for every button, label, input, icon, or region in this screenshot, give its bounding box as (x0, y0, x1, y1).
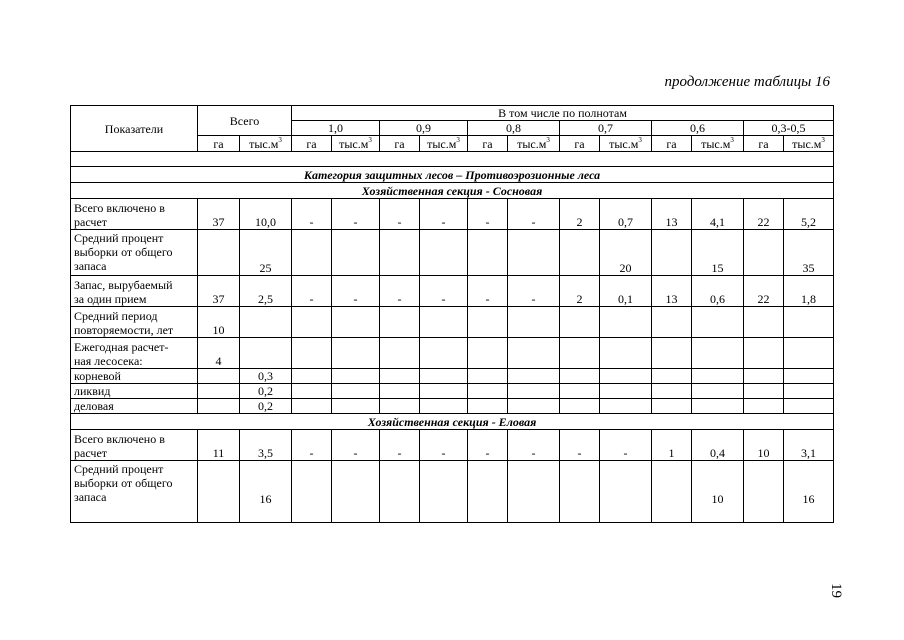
row-label (71, 369, 198, 384)
table-cell (508, 369, 560, 384)
table-cell (198, 399, 240, 414)
table-cell (600, 384, 652, 399)
header-indicators: Показатели (71, 106, 198, 152)
table-cell: - (468, 430, 508, 461)
table-cell (744, 384, 784, 399)
unit-volume-text: тыс.м (517, 137, 547, 151)
table-cell: - (380, 430, 420, 461)
row-label (71, 384, 198, 399)
table-cell (600, 369, 652, 384)
section-heading: Хозяйственная секция - Сосновая (71, 183, 834, 199)
row-label (71, 399, 198, 414)
table-cell (240, 338, 292, 369)
table-cell (332, 384, 380, 399)
table-cell (420, 307, 468, 338)
unit-volume-exponent: 3 (730, 136, 734, 144)
row-label-line: за один прием (74, 292, 147, 306)
table-cell: - (292, 430, 332, 461)
table-cell (600, 338, 652, 369)
table-cell (744, 338, 784, 369)
table-cell (468, 230, 508, 276)
table-cell (692, 399, 744, 414)
table-cell (380, 369, 420, 384)
table-cell (560, 384, 600, 399)
header-density-3: 0,7 (560, 121, 652, 136)
table-cell: - (380, 199, 420, 230)
row-label (71, 307, 198, 338)
table-cell (692, 369, 744, 384)
table-row (71, 461, 834, 523)
table-row (71, 276, 834, 307)
row-label-line: Средний процент (74, 462, 164, 476)
table-cell (292, 338, 332, 369)
table-cell (240, 307, 292, 338)
table-cell (560, 399, 600, 414)
unit-volume-exponent: 3 (278, 136, 282, 144)
row-label-line: запаса (74, 490, 107, 504)
table-cell (420, 461, 468, 523)
table-cell: - (420, 430, 468, 461)
table-cell: - (292, 276, 332, 307)
header-unit-volume (420, 136, 468, 152)
table-cell: - (600, 430, 652, 461)
row-label (71, 199, 198, 230)
table-continuation-caption: продолжение таблицы 16 (664, 74, 830, 90)
table-row (71, 199, 834, 230)
table-row (71, 338, 834, 369)
table-cell (560, 461, 600, 523)
table-cell (560, 230, 600, 276)
row-label-line: расчет (74, 446, 108, 460)
table-cell (332, 338, 380, 369)
table-cell: 22 (744, 199, 784, 230)
header-unit-ha: га (292, 136, 332, 152)
unit-volume-text: тыс.м (427, 137, 457, 151)
row-label-line: деловая (74, 399, 114, 413)
table-cell: 11 (198, 430, 240, 461)
table-cell (652, 230, 692, 276)
unit-volume-text: тыс.м (792, 137, 822, 151)
header-unit-ha: га (468, 136, 508, 152)
table-cell: 3,1 (784, 430, 834, 461)
table-cell: 10 (198, 307, 240, 338)
unit-volume-exponent: 3 (821, 136, 825, 144)
table-cell (508, 230, 560, 276)
row-label (71, 461, 198, 523)
unit-volume-text: тыс.м (701, 137, 731, 151)
table-cell (692, 338, 744, 369)
table-cell (784, 307, 834, 338)
table-cell (560, 307, 600, 338)
empty-row (71, 152, 834, 167)
table-cell (784, 399, 834, 414)
table-cell (652, 399, 692, 414)
header-unit-volume (240, 136, 292, 152)
section-heading: Хозяйственная секция - Еловая (71, 414, 834, 430)
row-label-line: выборки от общего (74, 476, 173, 490)
table-cell (600, 461, 652, 523)
header-total: Всего (198, 106, 292, 136)
header-density-5: 0,3-0,5 (744, 121, 834, 136)
table-cell (198, 230, 240, 276)
table-cell (744, 230, 784, 276)
table-cell (744, 461, 784, 523)
table-cell: 3,5 (240, 430, 292, 461)
table-cell (692, 307, 744, 338)
table-cell (600, 399, 652, 414)
table-cell: - (292, 199, 332, 230)
header-unit-volume (600, 136, 652, 152)
table-cell: 5,2 (784, 199, 834, 230)
header-density-1: 0,9 (380, 121, 468, 136)
unit-volume-exponent: 3 (368, 136, 372, 144)
table-cell: 25 (240, 230, 292, 276)
table-cell: 0,3 (240, 369, 292, 384)
table-cell (508, 307, 560, 338)
table-cell: - (420, 199, 468, 230)
table-cell (292, 384, 332, 399)
table-cell (784, 384, 834, 399)
table-cell (380, 384, 420, 399)
row-label-line: Средний период (74, 309, 158, 323)
table-cell: - (420, 276, 468, 307)
table-cell: 37 (198, 199, 240, 230)
table-cell: 4 (198, 338, 240, 369)
table-cell: - (332, 199, 380, 230)
data-table (70, 105, 834, 523)
table-cell (508, 338, 560, 369)
header-unit-volume (784, 136, 834, 152)
table-cell: 4,1 (692, 199, 744, 230)
header-unit-ha: га (744, 136, 784, 152)
table-cell: 0,6 (692, 276, 744, 307)
table-row (71, 369, 834, 384)
table-cell: - (380, 276, 420, 307)
header-unit-ha: га (560, 136, 600, 152)
table-cell (468, 461, 508, 523)
row-label-line: повторяемости, лет (74, 323, 174, 337)
unit-volume-exponent: 3 (456, 136, 460, 144)
header-density-0: 1,0 (292, 121, 380, 136)
table-cell: - (560, 430, 600, 461)
header-unit-ha: га (652, 136, 692, 152)
table-cell: - (332, 430, 380, 461)
table-cell (420, 384, 468, 399)
table-cell: 16 (240, 461, 292, 523)
unit-volume-exponent: 3 (638, 136, 642, 144)
table-cell (292, 369, 332, 384)
table-cell: - (508, 430, 560, 461)
table-cell: 10,0 (240, 199, 292, 230)
table-cell (380, 307, 420, 338)
table-cell (468, 399, 508, 414)
table-cell (292, 230, 332, 276)
table-row (71, 230, 834, 276)
table-cell (380, 399, 420, 414)
header-unit-volume (692, 136, 744, 152)
table-cell: 37 (198, 276, 240, 307)
table-cell (332, 230, 380, 276)
table-cell: 22 (744, 276, 784, 307)
table-cell: 0,1 (600, 276, 652, 307)
table-cell: - (508, 276, 560, 307)
row-label (71, 276, 198, 307)
table-cell (468, 338, 508, 369)
table-row (71, 384, 834, 399)
table-cell: 20 (600, 230, 652, 276)
row-label-line: выборки от общего (74, 245, 173, 259)
table-row (71, 399, 834, 414)
table-cell (420, 338, 468, 369)
table-cell (652, 461, 692, 523)
table-cell (468, 307, 508, 338)
table-cell: 10 (744, 430, 784, 461)
row-label-line: ликвид (74, 384, 111, 398)
header-unit-volume (508, 136, 560, 152)
table-cell (468, 384, 508, 399)
table-cell (380, 230, 420, 276)
header-unit-ha: га (198, 136, 240, 152)
header-unit-ha: га (380, 136, 420, 152)
table-cell (198, 461, 240, 523)
table-cell (332, 307, 380, 338)
table-cell (652, 338, 692, 369)
row-label-line: расчет (74, 215, 108, 229)
table-cell: 2 (560, 199, 600, 230)
table-cell (744, 369, 784, 384)
table-cell (652, 307, 692, 338)
table-cell (744, 307, 784, 338)
table-cell (508, 399, 560, 414)
unit-volume-text: тыс.м (339, 137, 369, 151)
row-label (71, 230, 198, 276)
table-cell (508, 384, 560, 399)
table-cell (198, 384, 240, 399)
row-label (71, 338, 198, 369)
row-label (71, 430, 198, 461)
table-cell (560, 338, 600, 369)
table-cell (652, 384, 692, 399)
table-cell (420, 369, 468, 384)
row-label-line: корневой (74, 369, 121, 383)
row-label-line: Ежегодная расчет- (74, 340, 169, 354)
table-cell (198, 369, 240, 384)
table-cell (420, 399, 468, 414)
table-cell (332, 399, 380, 414)
table-row (71, 307, 834, 338)
table-cell: - (468, 199, 508, 230)
header-unit-volume (332, 136, 380, 152)
table-cell: 0,2 (240, 399, 292, 414)
row-label-line: запаса (74, 259, 107, 273)
table-cell: 16 (784, 461, 834, 523)
table-cell (468, 369, 508, 384)
table-cell: 2 (560, 276, 600, 307)
unit-volume-exponent: 3 (546, 136, 550, 144)
table-cell: 13 (652, 199, 692, 230)
table-cell: 0,2 (240, 384, 292, 399)
row-label-line: ная лесосека: (74, 354, 143, 368)
row-label-line: Средний процент (74, 231, 164, 245)
table-cell: 0,7 (600, 199, 652, 230)
table-cell: 0,4 (692, 430, 744, 461)
table-cell: 13 (652, 276, 692, 307)
table-cell (784, 338, 834, 369)
table-cell (332, 461, 380, 523)
table-cell (292, 307, 332, 338)
unit-volume-text: тыс.м (609, 137, 639, 151)
table-cell: 35 (784, 230, 834, 276)
table-cell (508, 461, 560, 523)
table-cell (560, 369, 600, 384)
table-cell: 1 (652, 430, 692, 461)
table-cell: - (508, 199, 560, 230)
header-density-2: 0,8 (468, 121, 560, 136)
row-label-line: Всего включено в (74, 432, 165, 446)
table-cell: 2,5 (240, 276, 292, 307)
table-cell (420, 230, 468, 276)
table-cell (744, 399, 784, 414)
table-cell: - (332, 276, 380, 307)
row-label-line: Запас, вырубаемый (74, 278, 173, 292)
table-cell (380, 461, 420, 523)
category-heading: Категория защитных лесов – Противоэрозионные леса (71, 167, 834, 183)
table-cell: - (468, 276, 508, 307)
table-cell: 1,8 (784, 276, 834, 307)
table-cell (784, 369, 834, 384)
table-cell: 15 (692, 230, 744, 276)
row-label-line: Всего включено в (74, 201, 165, 215)
unit-volume-text: тыс.м (249, 137, 279, 151)
table-cell (692, 384, 744, 399)
header-density-4: 0,6 (652, 121, 744, 136)
table-cell (652, 369, 692, 384)
table-cell (332, 369, 380, 384)
table-cell: 10 (692, 461, 744, 523)
page-number: 19 (828, 583, 844, 598)
table-row (71, 430, 834, 461)
table-cell (380, 338, 420, 369)
table-cell (600, 307, 652, 338)
table-cell (292, 399, 332, 414)
header-by-density: В том числе по полнотам (292, 106, 834, 121)
table-cell (292, 461, 332, 523)
